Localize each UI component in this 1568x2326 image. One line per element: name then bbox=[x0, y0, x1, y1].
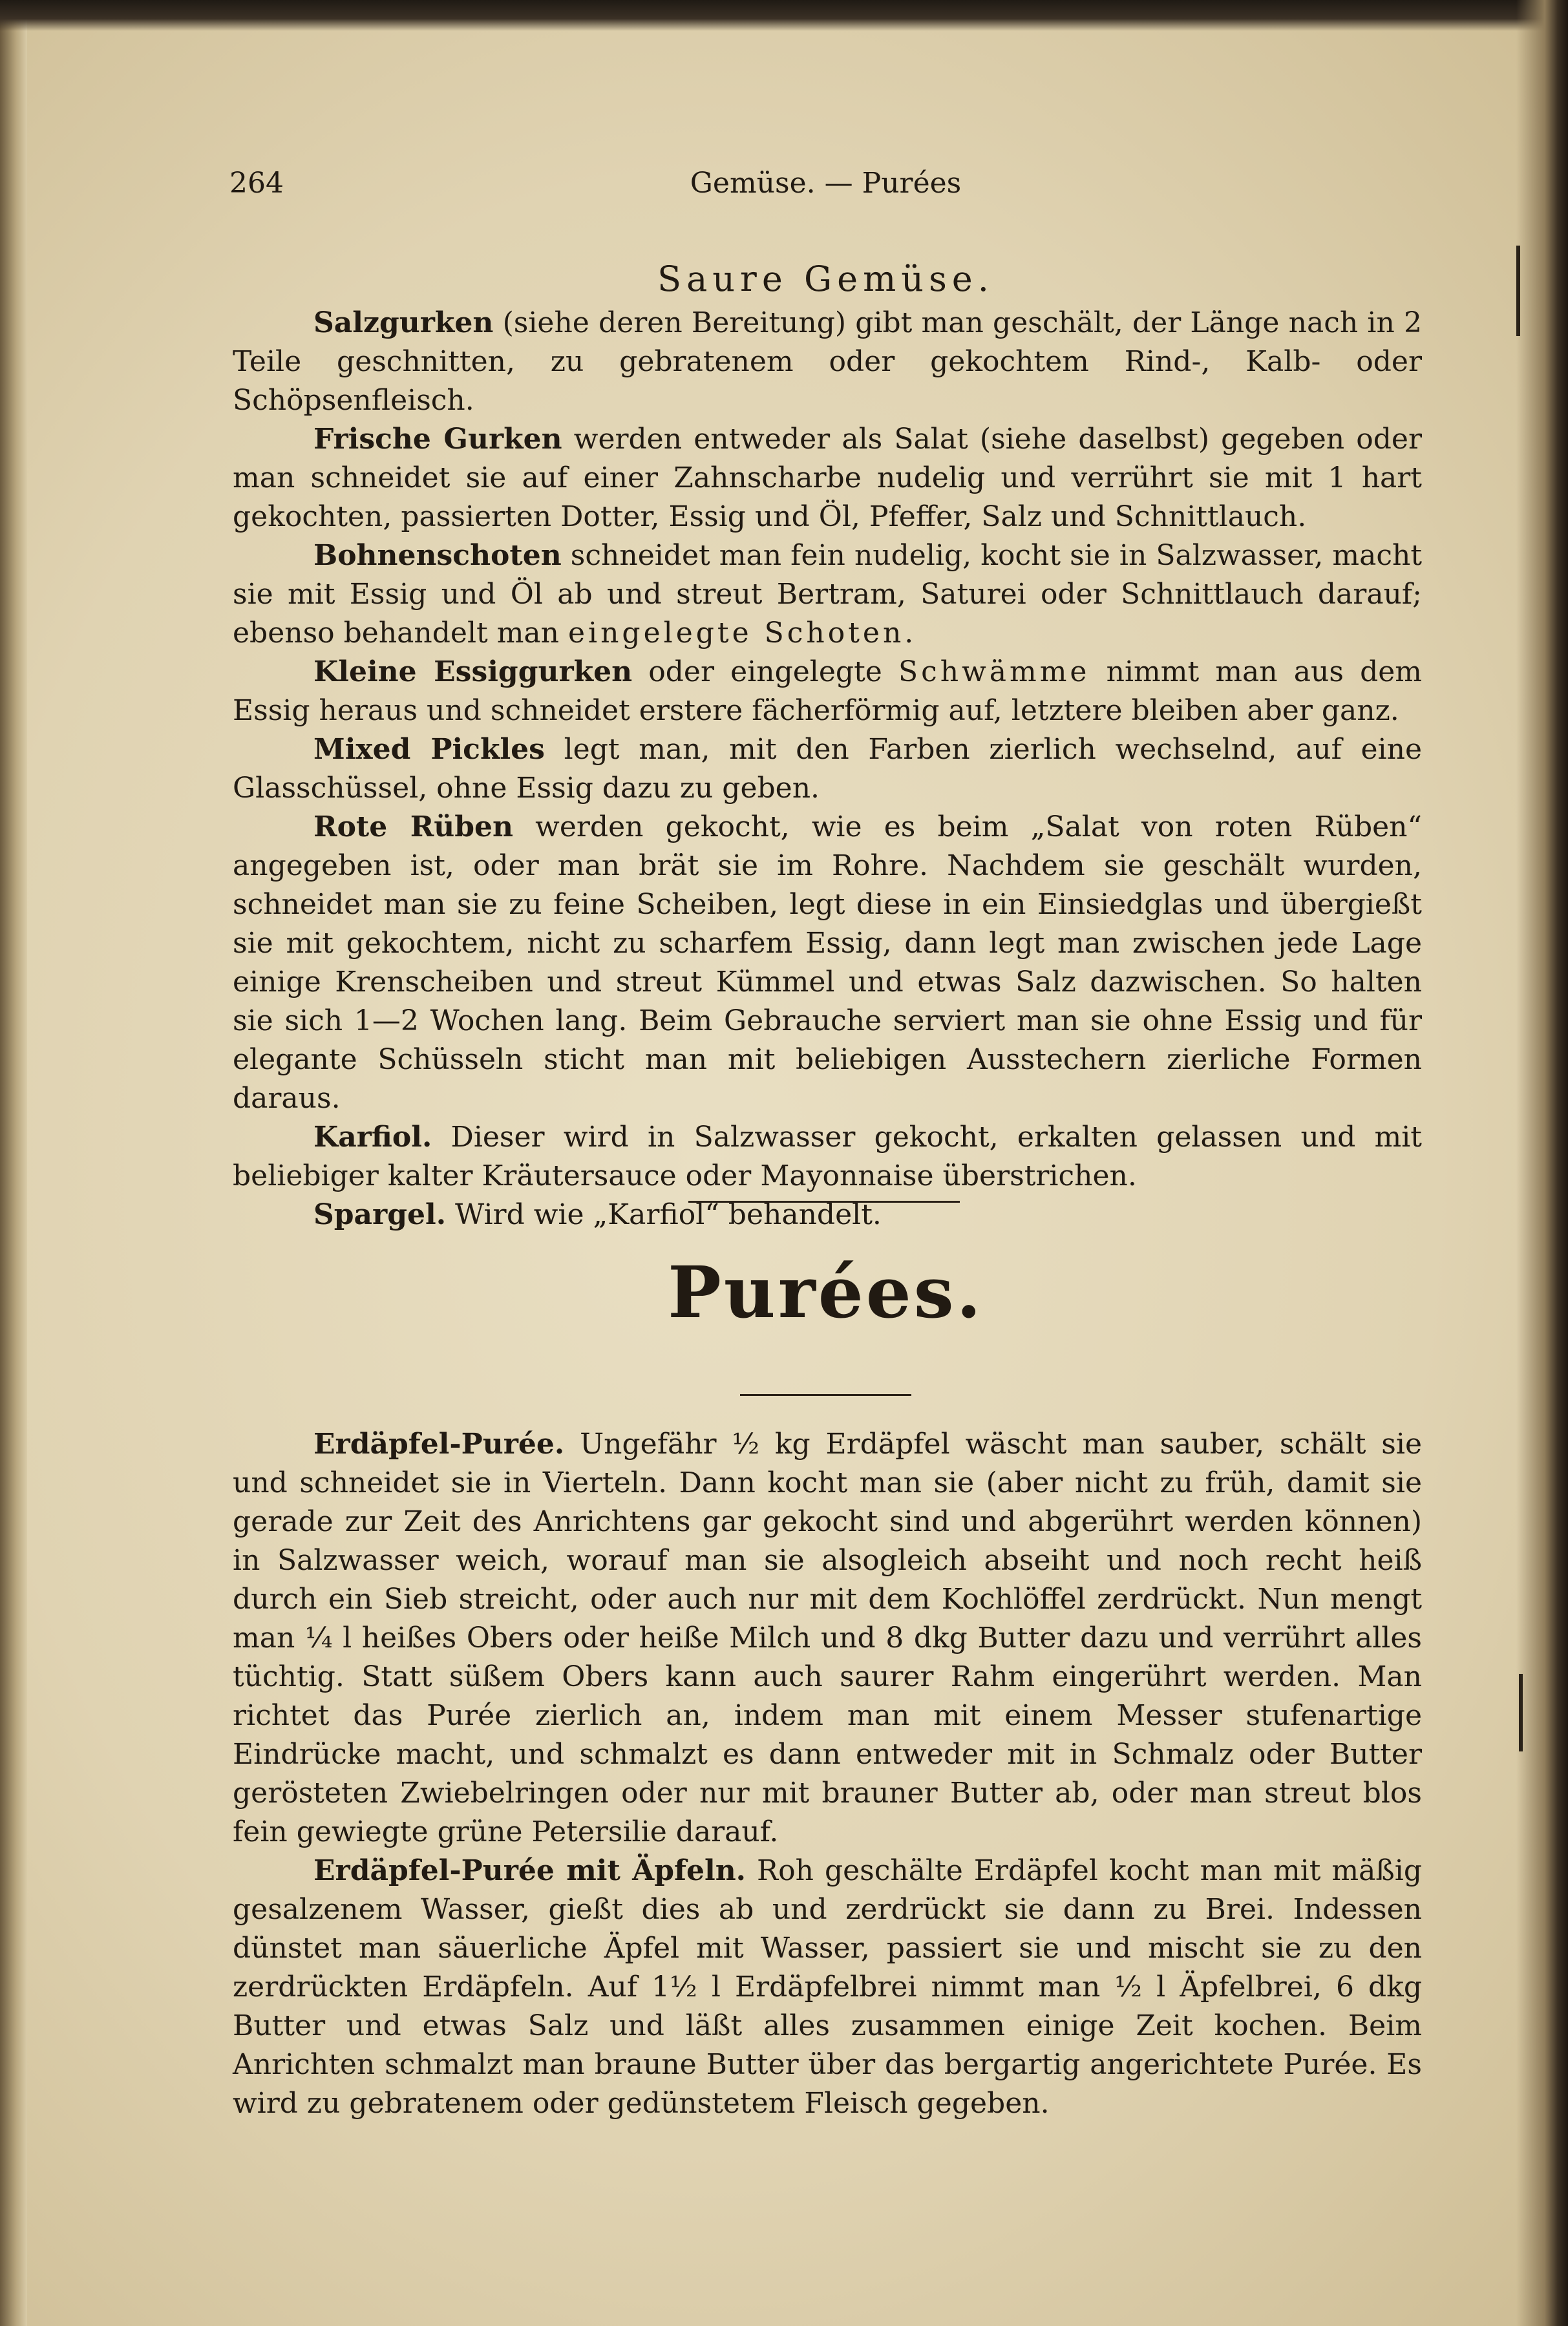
entry-text: nimmt man aus dem Essig heraus und schneidet erstere fächerförmig auf, letztere bleiben aber ganz. bbox=[233, 655, 1422, 727]
top-shadow bbox=[0, 0, 1568, 31]
entry-text: Ungefähr ½ kg Erdäpfel wäscht man sauber, schält sie und schneidet sie in Vierteln. Dann kocht man sie (aber nicht zu früh, damit sie gerade zur Zeit des Anrichtens gar gekocht sind und abgerührt werden können) in Salzwasser weich, worauf man sie alsogleich abseiht und noch recht heiß durch ein Sieb streicht, oder auch nur mit dem Kochlöffel zerdrückt. Nun mengt man ¼ l heißes Obers oder heiße Milch und 8 dkg Butter dazu und verrührt alles tüchtig. Statt süßem Obers kann auch saurer Rahm eingerührt werden. Man richtet das Purée zierlich an, indem man mit einem Messer stufenartige Eindrücke macht, und schmalzt es dann entweder mit in Schmalz oder Butter gerösteten Zwiebelringen oder nur mit brauner Butter ab, oder man streut blos fein gewiegte grüne Petersilie darauf. bbox=[233, 1428, 1422, 1848]
entry-text: . bbox=[904, 617, 914, 650]
running-head bbox=[229, 167, 1422, 206]
entry-paragraph bbox=[233, 1118, 1422, 1196]
page-number: 264 bbox=[229, 167, 284, 200]
entry-paragraph bbox=[233, 1425, 1422, 1852]
entry-paragraph bbox=[233, 808, 1422, 1118]
entry-paragraph bbox=[233, 1852, 1422, 2123]
entry-text: werden gekocht, wie es beim „Salat von roten Rüben“ angegeben ist, oder man brät sie im Rohre. Nachdem sie geschält wurden, schneidet man sie zu feine Scheiben, legt diese in ein Einsiedglas und übergießt sie mit gekochtem, nicht zu scharfem Essig, dann legt man zwischen jede Lage einige Krenscheiben und streut Kümmel und etwas Salz dazwischen. So halten sie sich 1—2 Wochen lang. Beim Gebrauche serviert man sie ohne Essig und für elegante Schüsseln sticht man mit beliebigen Ausstechern zierliche Formen daraus. bbox=[233, 810, 1423, 1115]
entry-text: (siehe deren Bereitung) gibt man geschält, der Länge nach in 2 Teile geschnitten, zu gebratenem oder gekochtem Rind-, Kalb- oder Schöpsenfleisch. bbox=[233, 306, 1422, 417]
entry-text: Roh geschälte Erdäpfel kocht man mit mäßig gesalzenem Wasser, gießt dies ab und zerdrückt sie dann zu Brei. Indessen dünstet man säuerliche Äpfel mit Wasser, passiert sie und mischt sie zu den zerdrückten Erdäpfeln. Auf 1½ l Erdäpfelbrei nimmt man ½ l Äpfelbrei, 6 dkg Butter und etwas Salz und läßt alles zusammen einige Zeit kochen. Beim Anrichten schmalzt man braune Butter über das bergartig angerichtete Purée. Es wird zu gebratenem oder gedünstetem Fleisch gegeben. bbox=[233, 1854, 1422, 2120]
entry-text: Dieser wird in Salzwasser gekocht, erkalten gelassen und mit beliebiger kalter Kräutersauce oder Mayonnaise überstrichen. bbox=[233, 1121, 1422, 1192]
puree-entries bbox=[233, 1425, 1422, 2123]
book-edge bbox=[1516, 0, 1568, 2326]
entry-term: Spargel. bbox=[313, 1198, 447, 1231]
spaced-emphasis: Schwämme bbox=[898, 655, 1090, 688]
entry-term: Salzgurken bbox=[313, 306, 494, 339]
entry-term: Kleine Essiggurken bbox=[313, 655, 633, 688]
entry-text: schneidet man fein nudelig, kocht sie in Salzwasser, macht sie mit Essig und Öl ab und streut Bertram, Saturei oder Schnittlauch darauf; ebenso behandelt man bbox=[233, 539, 1422, 650]
chapter-title: Purées. bbox=[668, 1251, 984, 1334]
entry-term: Erdäpfel-Purée mit Äpfeln. bbox=[313, 1854, 747, 1887]
section-entries bbox=[233, 304, 1422, 1234]
margin-mark bbox=[1516, 246, 1520, 336]
entry-paragraph bbox=[233, 304, 1422, 420]
margin-mark bbox=[1519, 1674, 1523, 1751]
entry-text: oder eingelegte bbox=[632, 655, 898, 688]
entry-paragraph bbox=[233, 653, 1422, 730]
entry-paragraph bbox=[233, 730, 1422, 808]
entry-text: Wird wie „Karfiol“ behandelt. bbox=[446, 1198, 882, 1231]
title-divider bbox=[740, 1394, 911, 1396]
running-title: Gemüse. — Purées bbox=[690, 167, 962, 200]
entry-paragraph bbox=[233, 420, 1422, 536]
entry-term: Mixed Pickles bbox=[313, 733, 545, 766]
entry-term: Erdäpfel-Purée. bbox=[313, 1428, 565, 1461]
entry-text: werden entweder als Salat (siehe daselbst) gegeben oder man schneidet sie auf einer Zahnscharbe nudelig und verrührt sie mit 1 hart gekochten, passierten Dotter, Essig und Öl, Pfeffer, Salz und Schnittlauch. bbox=[233, 423, 1422, 533]
section-title: Saure Gemüse. bbox=[657, 259, 994, 299]
entry-term: Rote Rüben bbox=[313, 810, 514, 843]
spaced-emphasis: eingelegte Schoten bbox=[567, 617, 905, 650]
entry-term: Bohnenschoten bbox=[313, 539, 562, 572]
entry-term: Karfiol. bbox=[313, 1121, 432, 1154]
page-gutter bbox=[0, 0, 27, 2326]
section-divider bbox=[688, 1201, 960, 1203]
entry-paragraph bbox=[233, 536, 1422, 653]
entry-term: Frische Gurken bbox=[313, 423, 562, 456]
entry-text: legt man, mit den Farben zierlich wechselnd, auf eine Glasschüssel, ohne Essig dazu zu geben. bbox=[233, 733, 1422, 805]
